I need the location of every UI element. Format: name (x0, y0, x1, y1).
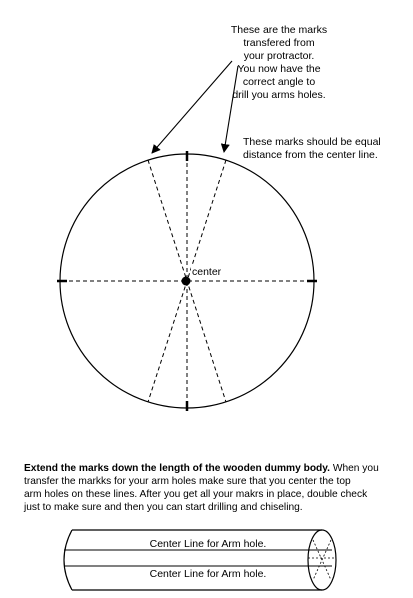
note-line: your protractor. (243, 50, 315, 62)
note-line: You now have the (237, 63, 321, 75)
instructions-line-4: just to make sure and then you can start drilling and chiseling. (24, 502, 303, 513)
equal-distance-note (243, 136, 409, 162)
note-line: transfered from (243, 37, 315, 49)
log-label-top: Center Line for Arm hole. (149, 538, 267, 550)
note-line: correct angle to (242, 76, 316, 88)
note-line: These marks should be equal (243, 136, 381, 148)
note-line: These are the marks (230, 24, 328, 36)
protractor-marks-note (205, 24, 353, 102)
center-label: center (192, 266, 222, 278)
center-dot (182, 277, 191, 286)
note-line: distance from the center line. (243, 149, 378, 161)
instructions-line-3: arm holes on these lines. After you get all your makrs in place, double check (24, 489, 368, 500)
note-line: drill you arms holes. (232, 89, 326, 101)
instructions-bold-lead: Extend the marks down the length of the wooden dummy body. (24, 463, 331, 474)
instructions-line-1 (24, 462, 402, 475)
instructions-line-1-rest: When you (330, 463, 379, 474)
instructions-paragraph (24, 462, 402, 514)
instructions-line-2: transfer the markks for your arm holes make sure that you center the top (24, 476, 351, 487)
log-label-bottom: Center Line for Arm hole. (149, 568, 267, 580)
log-left-end (64, 530, 72, 590)
